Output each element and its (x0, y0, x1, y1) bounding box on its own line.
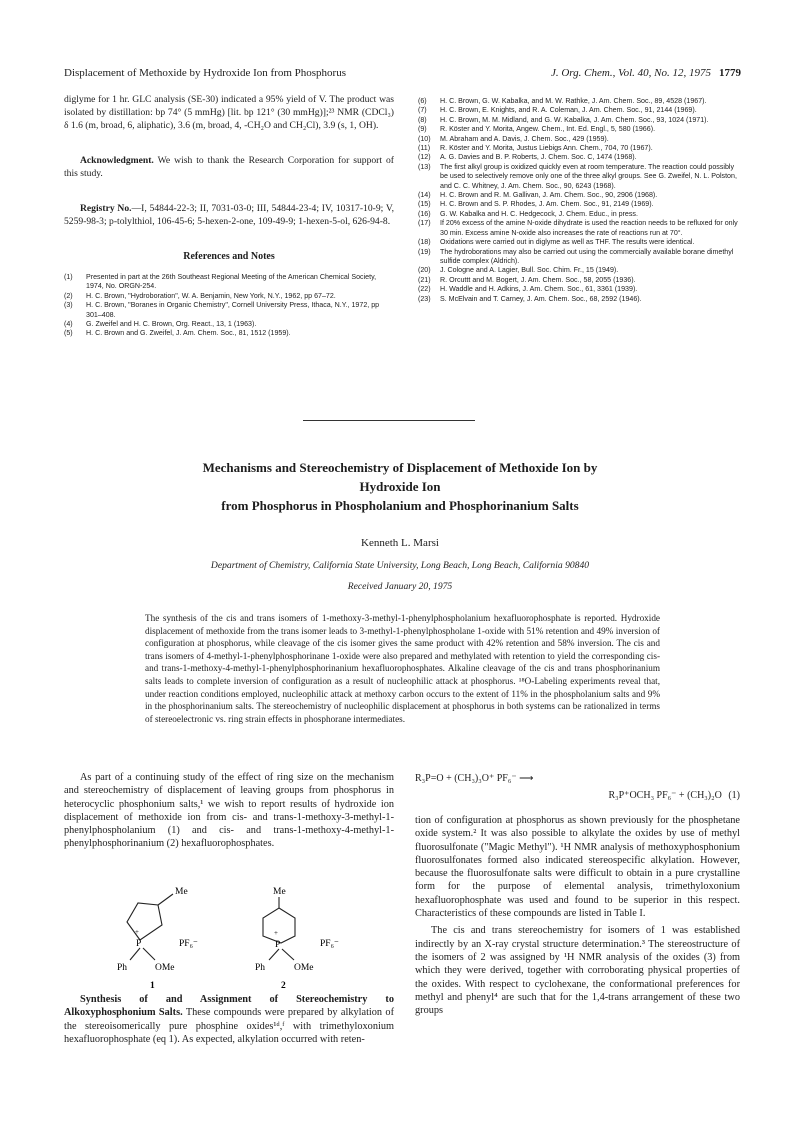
structure-2-methoxy: OMe (294, 963, 314, 973)
received-date: Received January 20, 1975 (347, 581, 453, 592)
reference-item (418, 266, 738, 275)
title-line-1: Mechanisms and Stereochemistry of Displacement of Methoxide Ion by (202, 460, 598, 475)
reference-text: A. G. Davies and B. P. Roberts, J. Chem. Soc. C, 1474 (1968). (440, 153, 637, 162)
reference-number: (21) (418, 275, 431, 284)
structure-1-methoxy: OMe (155, 963, 175, 973)
reference-number: (15) (418, 200, 431, 209)
reference-item (418, 191, 738, 200)
reference-number: (10) (418, 134, 431, 143)
reference-item (418, 144, 738, 153)
reference-item (418, 285, 738, 294)
structure-1-label: 1 (150, 981, 155, 990)
intro-paragraph: As part of a continuing study of the effect of ring size on the mechanism and stereochemistry of displacement of leaving groups from phosphorus in heterocyclic phosphonium salts,¹ we wish to report results of hydroxide ion displacement of methoxide ion from cis- and trans-1-methoxy-3-methyl-1-phenylphospholanium (1) and cis- and trans-1-methoxy-4-methyl-1-phenylphosphorinanium (2) hexafluorophosphates. (64, 772, 394, 850)
acknowledgment (64, 154, 394, 180)
equation-line-2 (415, 790, 740, 801)
reference-number: (5) (64, 329, 73, 338)
right-paragraph-2: The cis and trans stereochemistry for isomers of 1 was established indirectly by an X-ray crystal structure determination.³ The stereostructure of the isomers of 2 was assigned by ¹H NMR analysis of the oxides (3) from which they were derived, together with corroborating physical properties of the oxides. With respect to cyclohexane, the conformational preferences for methyl and phenyl⁴ are such that for the 1,4-trans arrangement of these two groups (415, 925, 740, 1017)
reference-text: H. C. Brown and S. P. Rhodes, J. Am. Chem. Soc., 91, 2149 (1969). (440, 200, 654, 209)
reference-number: (2) (64, 291, 73, 300)
reference-number: (4) (64, 320, 73, 329)
structure-1-charge: + (135, 928, 139, 936)
reference-text: H. C. Brown and R. M. Gallivan, J. Am. Chem. Soc., 90, 2906 (1968). (440, 191, 658, 200)
reference-number: (8) (418, 115, 427, 124)
reference-text: If 20% excess of the amine N-oxide dihydrate is used the reaction needs to be refluxed for only 30 min. Excess amine N-oxide also increases the rate of reactions run at 70°. (440, 219, 738, 237)
reference-item (64, 273, 394, 292)
reference-item (418, 210, 738, 219)
reference-item (418, 295, 738, 304)
reference-text: Presented in part at the 26th Southeast Regional Meeting of the American Chemical Society, 1974, No. ORGN-254. (86, 273, 377, 291)
reference-number: (3) (64, 301, 73, 310)
reference-number: (9) (418, 125, 427, 134)
title-line-3: from Phosphorus in Phospholanium and Phosphorinanium Salts (221, 498, 579, 513)
equation-number: (1) (728, 790, 740, 801)
reference-text: The first alkyl group is oxidized quickly even at room temperature. The reaction could possibly be used to selectively remove only one of the three alkyl groups. See G. Zweifel, N. L. Polston, and C. C. Whitney, J. Am. Chem. Soc., 90, 6243 (1968). (440, 162, 737, 190)
synthesis-heading: Synthesis of and Assignment of Stereochemistry to Alkoxyphosphonium Salts. (64, 994, 394, 1019)
synthesis-paragraph (64, 993, 394, 1046)
reference-number: (19) (418, 247, 431, 256)
reference-text: H. C. Brown and G. Zweifel, J. Am. Chem. Soc., 81, 1512 (1959). (86, 329, 291, 338)
reference-text: G. W. Kabalka and H. C. Hedgecock, J. Chem. Educ., in press. (440, 209, 638, 218)
acknowledgment-label: Acknowledgment. (80, 155, 154, 166)
journal-citation (551, 67, 741, 79)
reference-text: J. Cologne and A. Lagier, Bull. Soc. Chim. Fr., 15 (1949). (440, 266, 619, 275)
abstract: The synthesis of the cis and trans isomers of 1-methoxy-3-methyl-1-phenylphospholanium hexafluorophosphate is reported. Hydroxide displacement of methoxide from the trans isomer leads to 3-methyl-1-phenylphospholane 1-oxide with 51% retention and 49% inversion of configuration at phosphorus, while cleavage of the cis isomer gives the same product with 42% retention and 58% inversion. The cis and trans isomers of 4-methyl-1-phenylphosphorinane 1-oxide were also prepared and methylated with retention to yield the corresponding cis- and trans-1-methoxy-4-methyl-1-phenylphosphorinanium hexafluorophosphates. Alkaline cleavage of the cis and trans phosphorinanium salts leads to complete inversion of configuration as a result of nucleophilic attack at phosphorus. ¹⁸O-Labeling experiments reveal that, under reaction conditions employed, nucleophilic attack at methoxy carbon occurs to the extent of 11% in the phospholanium salts and 9% in the phosphorinanium salts. The stereochemistry of nucleophilic displacement at phosphorus in both systems can be rationalized in terms of stereoelectronic vs. ring strain effects in phosphorane intermediates. (145, 613, 660, 724)
right-column-text (415, 814, 740, 1017)
reference-text: H. Waddle and H. Adkins, J. Am. Chem. Soc., 61, 3361 (1939). (440, 285, 638, 294)
reference-text: The hydroborations may also be carried out using the commercially available borane dimethyl sulfide complex (Aldrich). (440, 247, 734, 265)
registry-numbers (64, 202, 394, 228)
reference-text: R. Köster and Y. Morita, Angew. Chem., Int. Ed. Engl., 5, 580 (1966). (440, 125, 656, 134)
reference-text: H. C. Brown, "Boranes in Organic Chemistry", Cornell University Press, Ithaca, N.Y., 1972, pp 301–408. (86, 301, 380, 319)
article-divider (303, 420, 475, 421)
reference-number: (7) (418, 106, 427, 115)
acknowledgment-text: We wish to thank the Research Corporation for support of this study. (64, 155, 394, 179)
reference-number: (13) (418, 162, 431, 171)
page-number: 1779 (719, 67, 741, 79)
references-list-right (418, 97, 738, 304)
reference-item (418, 97, 738, 106)
structure-1-phosphorus: P (136, 939, 142, 949)
reference-number: (23) (418, 294, 431, 303)
reference-text: S. McElvain and T. Carney, J. Am. Chem. Soc., 68, 2592 (1946). (440, 294, 642, 303)
reference-text: Oxidations were carried out in diglyme as well as THF. The results were identical. (440, 238, 695, 247)
structure-2-phosphorus: P (275, 940, 281, 950)
reference-number: (1) (64, 273, 73, 281)
reference-item (418, 238, 738, 247)
reference-item (418, 125, 738, 134)
reference-item (64, 292, 394, 301)
structure-2 (255, 887, 339, 990)
reference-number: (11) (418, 144, 431, 153)
reference-text: M. Abraham and A. Davis, J. Chem. Soc., 429 (1959). (440, 134, 609, 143)
previous-article-left-column (64, 93, 394, 339)
running-header: Displacement of Methoxide by Hydroxide Ion from Phosphorus (64, 67, 346, 79)
reference-number: (16) (418, 209, 431, 218)
reference-number: (22) (418, 285, 431, 294)
reference-item (418, 219, 738, 238)
article-title (100, 458, 700, 515)
journal-name: J. Org. Chem., Vol. 40, No. 12, 1975 (550, 67, 711, 79)
structure-1-phenyl: Ph (117, 963, 128, 973)
structure-2-charge: + (274, 929, 278, 937)
previous-article-right-column (418, 97, 738, 304)
reference-text: R. Köster and Y. Morita, Justus Liebigs Ann. Chem., 704, 70 (1967). (440, 144, 653, 153)
experimental-paragraph: diglyme for 1 hr. GLC analysis (SE-30) indicated a 95% yield of V. The product was isolated by distillation: bp 74° (5 mmHg) [lit. bp 121° (30 mmHg)];²³ NMR (CDCl₃) δ 1.6 (m, broad, 6, aliphatic), 3.6 (m, broad, 4, -CH₂O and CH₂Cl), 3.9 (s, 1, OH). (64, 94, 394, 131)
reference-item (64, 301, 394, 320)
reference-text: H. C. Brown, M. M. Midland, and G. W. Kabalka, J. Am. Chem. Soc., 93, 1024 (1971). (440, 115, 709, 124)
reference-text: R. Orcuttt and M. Bogert, J. Am. Chem. Soc., 58, 2055 (1936). (440, 275, 636, 284)
reference-number: (6) (418, 97, 427, 105)
reference-item (418, 200, 738, 209)
registry-text: —I, 54844-22-3; II, 7031-03-0; III, 54844-23-4; IV, 10317-10-9; V, 5259-98-3; p-tolylthiol, 106-45-6; 5-hexen-2-one, 109-49-9; 1-hexen-5-ol, 626-94-8. (64, 203, 394, 227)
reference-item (418, 276, 738, 285)
structure-1 (117, 887, 198, 990)
registry-label: Registry No. (80, 203, 132, 214)
title-line-2: Hydroxide Ion (359, 479, 441, 494)
structure-1-methyl: Me (175, 887, 188, 897)
reference-item (418, 135, 738, 144)
reference-item (418, 106, 738, 115)
references-list-left (64, 273, 394, 339)
structure-2-label: 2 (281, 981, 286, 990)
reference-number: (18) (418, 238, 431, 247)
reference-item (418, 248, 738, 267)
reference-item (418, 116, 738, 125)
structure-2-phenyl: Ph (255, 963, 266, 973)
structure-2-counterion: PF₆⁻ (320, 939, 339, 949)
reference-item (64, 329, 394, 338)
reference-text: H. C. Brown, "Hydroboration", W. A. Benjamin, New York, N.Y., 1962, pp 67–72. (86, 291, 336, 300)
structures-figure (95, 880, 375, 990)
structure-1-counterion: PF₆⁻ (179, 939, 198, 949)
synthesis-text: These compounds were prepared by alkylation of the stereoisomerically pure phosphine oxides¹ᵈ,ᶠ with trimethyloxonium hexafluorophosphate (eq 1). As expected, alkylation occurred with reten- (64, 1007, 394, 1045)
reference-text: H. C. Brown, E. Knights, and R. A. Coleman, J. Am. Chem. Soc., 91, 2144 (1969). (440, 106, 697, 115)
reference-number: (14) (418, 191, 431, 200)
reference-number: (12) (418, 153, 431, 162)
reference-item (64, 320, 394, 329)
references-heading: References and Notes (183, 251, 275, 262)
structure-2-methyl: Me (273, 887, 286, 897)
reference-number: (17) (418, 219, 431, 228)
reference-text: G. Zweifel and H. C. Brown, Org. React., 13, 1 (1963). (86, 320, 257, 329)
reference-item (418, 163, 738, 191)
reference-item (418, 153, 738, 162)
right-paragraph-1: tion of configuration at phosphorus as shown previously for the phosphetane oxide system.² It was also possible to alkylate the oxides by use of methyl fluorosulfonate ("Magic Methyl"). ¹H NMR analysis of methoxyphosphonium fluorosulfonates formed also indicated stereospecific alkylation. However, because the fluorosulfonate salts were difficult to obtain in a pure crystalline form for the purpose of elemental analysis, trimethyloxonium hexafluorophosphate was used and found to be superior in this respect. Characteristics of these compounds are listed in Table I. (415, 815, 740, 920)
equation-line-1: R₃P=O + (CH₃)₃O⁺ PF₆⁻ ⟶ (415, 773, 534, 784)
affiliation: Department of Chemistry, California State University, Long Beach, Long Beach, California 90840 (210, 560, 590, 571)
reference-number: (20) (418, 266, 431, 275)
reference-text: H. C. Brown, G. W. Kabalka, and M. W. Rathke, J. Am. Chem. Soc., 89, 4528 (1967). (440, 97, 707, 105)
equation-1 (415, 773, 740, 801)
equation-products: R₃P⁺OCH₃ PF₆⁻ + (CH₃)₂O (608, 790, 722, 801)
author: Kenneth L. Marsi (361, 537, 439, 549)
